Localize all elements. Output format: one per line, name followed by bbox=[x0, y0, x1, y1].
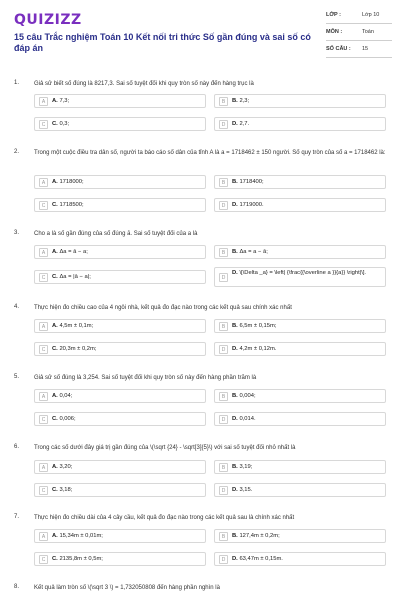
option-a[interactable] bbox=[34, 94, 206, 108]
option-text: 1718400; bbox=[239, 179, 264, 185]
option-a[interactable] bbox=[34, 319, 206, 333]
option-letter: D bbox=[219, 415, 228, 424]
option-c[interactable] bbox=[34, 270, 206, 284]
option-text: 2135,8m ± 0,5m; bbox=[59, 556, 103, 562]
question-4 bbox=[0, 304, 400, 364]
option-label: C. bbox=[52, 487, 58, 493]
option-b[interactable] bbox=[214, 460, 386, 474]
option-letter: A bbox=[39, 392, 48, 401]
option-label: A. bbox=[52, 98, 58, 104]
option-text: 0,014. bbox=[239, 416, 256, 422]
option-label: D. bbox=[232, 416, 238, 422]
question-number: 7. bbox=[14, 514, 20, 520]
question-7 bbox=[0, 514, 400, 574]
option-letter: C bbox=[39, 555, 48, 564]
question-6 bbox=[0, 444, 400, 504]
question-number: 5. bbox=[14, 374, 20, 380]
option-c[interactable] bbox=[34, 117, 206, 131]
option-label: D. bbox=[232, 121, 238, 127]
question-5 bbox=[0, 374, 400, 434]
option-letter: D bbox=[219, 345, 228, 354]
page-header bbox=[0, 0, 400, 66]
question-number: 3. bbox=[14, 230, 20, 236]
meta-box bbox=[326, 10, 392, 61]
option-a[interactable] bbox=[34, 389, 206, 403]
option-b[interactable] bbox=[214, 389, 386, 403]
option-letter: A bbox=[39, 532, 48, 541]
option-c[interactable] bbox=[34, 552, 206, 566]
option-text: 1718500; bbox=[59, 202, 84, 208]
question-text: Cho a là số gần đúng của số đúng ā. Sai số tuyệt đối của a là bbox=[34, 231, 198, 237]
option-text: 2,7. bbox=[239, 121, 250, 127]
option-label: D. bbox=[232, 270, 238, 276]
meta-row-count bbox=[326, 44, 392, 58]
option-text: 2,3; bbox=[239, 98, 250, 104]
option-a[interactable] bbox=[34, 460, 206, 474]
option-letter: D bbox=[219, 555, 228, 564]
option-label: C. bbox=[52, 202, 58, 208]
option-text: 3,20; bbox=[59, 464, 73, 470]
meta-value: Lớp 10 bbox=[362, 12, 380, 18]
question-number: 6. bbox=[14, 444, 20, 450]
option-letter: A bbox=[39, 322, 48, 331]
option-letter: A bbox=[39, 178, 48, 187]
option-label: A. bbox=[52, 249, 58, 255]
option-text: 63,47m ± 0,15m. bbox=[239, 556, 283, 562]
quizizz-logo: QUIZIZZ bbox=[14, 12, 82, 28]
meta-key: SỐ CÂU : bbox=[326, 46, 351, 52]
question-text: Giả sử số đúng là 3,254. Sai số tuyệt đối khi quy tròn số này đến hàng phần trăm là bbox=[34, 375, 257, 381]
option-label: D. bbox=[232, 487, 238, 493]
option-d[interactable] bbox=[214, 117, 386, 131]
option-b[interactable] bbox=[214, 175, 386, 189]
option-b[interactable] bbox=[214, 529, 386, 543]
option-text: \[\Delta _a} = \left| {\frac{{\overline a }}{a}} \right|\]. bbox=[239, 270, 367, 276]
option-a[interactable] bbox=[34, 175, 206, 189]
option-letter: C bbox=[39, 345, 48, 354]
option-text: Δa = |ā − a|; bbox=[59, 274, 91, 280]
option-label: B. bbox=[232, 464, 238, 470]
meta-row-class bbox=[326, 10, 392, 24]
option-letter: C bbox=[39, 273, 48, 282]
option-label: B. bbox=[232, 533, 238, 539]
option-label: B. bbox=[232, 249, 238, 255]
option-label: D. bbox=[232, 556, 238, 562]
question-text: Trong các số dưới đây giá trị gần đúng của \(\sqrt {24} - \sqrt[3]{5}\) với sai số tuyệt đối nhỏ nhất là bbox=[34, 445, 296, 451]
option-label: D. bbox=[232, 346, 238, 352]
option-label: D. bbox=[232, 202, 238, 208]
option-label: A. bbox=[52, 533, 58, 539]
option-text: 7,3; bbox=[59, 98, 70, 104]
option-label: A. bbox=[52, 393, 58, 399]
option-text: 3,15. bbox=[239, 487, 253, 493]
option-d[interactable] bbox=[214, 412, 386, 426]
option-letter: C bbox=[39, 120, 48, 129]
option-letter: C bbox=[39, 486, 48, 495]
question-3 bbox=[0, 230, 400, 298]
option-text: 20,3m ± 0,2m; bbox=[59, 346, 97, 352]
question-number: 1. bbox=[14, 80, 20, 86]
option-label: B. bbox=[232, 323, 238, 329]
meta-value: Toán bbox=[362, 29, 374, 35]
option-letter: B bbox=[219, 248, 228, 257]
question-2 bbox=[0, 149, 400, 219]
option-text: 4,2m ± 0,12m. bbox=[239, 346, 277, 352]
question-text: Giả sử biết số đúng là 8217,3. Sai số tuyệt đối khi quy tròn số này đến hàng trục là bbox=[34, 81, 254, 87]
option-c[interactable] bbox=[34, 342, 206, 356]
option-letter: B bbox=[219, 392, 228, 401]
option-a[interactable] bbox=[34, 245, 206, 259]
option-text: 3,18; bbox=[59, 487, 73, 493]
option-text: 15,34m ± 0,01m; bbox=[59, 533, 103, 539]
option-letter: B bbox=[219, 532, 228, 541]
meta-row-subject bbox=[326, 27, 392, 41]
question-text: Thực hiện đo chiều cao của 4 ngôi nhà, kết quả đo đạc nào trong các kết quả sau chính xác nhất bbox=[34, 305, 292, 311]
option-label: B. bbox=[232, 393, 238, 399]
option-letter: A bbox=[39, 463, 48, 472]
meta-key: LỚP : bbox=[326, 12, 341, 18]
option-letter: D bbox=[219, 486, 228, 495]
option-b[interactable] bbox=[214, 94, 386, 108]
option-c[interactable] bbox=[34, 412, 206, 426]
option-text: 0,004; bbox=[239, 393, 256, 399]
option-label: A. bbox=[52, 464, 58, 470]
option-letter: B bbox=[219, 322, 228, 331]
option-label: C. bbox=[52, 416, 58, 422]
option-b[interactable] bbox=[214, 245, 386, 259]
option-letter: D bbox=[219, 273, 228, 282]
option-letter: A bbox=[39, 248, 48, 257]
option-label: A. bbox=[52, 179, 58, 185]
option-c[interactable] bbox=[34, 198, 206, 212]
question-text: Trong một cuộc điều tra dân số, người ta báo cáo số dân của tỉnh A là a = 1718462 ± 150 người. Số quy tròn của số a = 1718462 là: bbox=[34, 150, 386, 156]
page-title: 15 câu Trắc nghiệm Toán 10 Kết nối tri thức Số gần đúng và sai số có đáp án bbox=[14, 32, 311, 53]
meta-value: 15 bbox=[362, 46, 369, 52]
option-letter: A bbox=[39, 97, 48, 106]
option-letter: D bbox=[219, 120, 228, 129]
option-label: A. bbox=[52, 323, 58, 329]
option-d[interactable] bbox=[214, 198, 386, 212]
question-number: 4. bbox=[14, 304, 20, 310]
option-text: 1719000. bbox=[239, 202, 264, 208]
option-c[interactable] bbox=[34, 483, 206, 497]
option-label: C. bbox=[52, 121, 58, 127]
question-text: Kết quả làm tròn số \(\sqrt 3 \) = 1,732050808 đến hàng phần nghìn là bbox=[34, 585, 220, 591]
question-text: Thực hiện đo chiều dài của 4 cây cầu, kết quả đo đạc nào trong các kết quả sau là chính xác nhất bbox=[34, 515, 295, 521]
option-d[interactable] bbox=[214, 552, 386, 566]
option-a[interactable] bbox=[34, 529, 206, 543]
option-text: 0,3; bbox=[59, 121, 70, 127]
option-text: 3,19; bbox=[239, 464, 253, 470]
question-number: 8. bbox=[14, 584, 20, 590]
option-text: Δa = ā − a; bbox=[59, 249, 88, 255]
option-b[interactable] bbox=[214, 319, 386, 333]
question-1 bbox=[0, 80, 400, 140]
option-d[interactable] bbox=[214, 483, 386, 497]
option-text: 127,4m ± 0,2m; bbox=[239, 533, 280, 539]
option-d[interactable] bbox=[214, 267, 386, 287]
option-letter: B bbox=[219, 178, 228, 187]
option-label: B. bbox=[232, 179, 238, 185]
option-text: 6,5m ± 0,15m; bbox=[239, 323, 277, 329]
option-text: Δa = a − ā; bbox=[239, 249, 268, 255]
question-number: 2. bbox=[14, 149, 20, 155]
option-letter: C bbox=[39, 415, 48, 424]
option-letter: D bbox=[219, 201, 228, 210]
option-text: 1718000; bbox=[59, 179, 84, 185]
meta-key: MÔN : bbox=[326, 29, 343, 35]
option-text: 0,006; bbox=[59, 416, 76, 422]
option-label: C. bbox=[52, 346, 58, 352]
option-label: B. bbox=[232, 98, 238, 104]
option-label: C. bbox=[52, 556, 58, 562]
option-letter: B bbox=[219, 463, 228, 472]
option-label: C. bbox=[52, 274, 58, 280]
option-d[interactable] bbox=[214, 342, 386, 356]
option-letter: C bbox=[39, 201, 48, 210]
option-text: 4,5m ± 0,1m; bbox=[59, 323, 94, 329]
option-text: 0,04; bbox=[59, 393, 73, 399]
question-8 bbox=[0, 584, 400, 596]
option-letter: B bbox=[219, 97, 228, 106]
